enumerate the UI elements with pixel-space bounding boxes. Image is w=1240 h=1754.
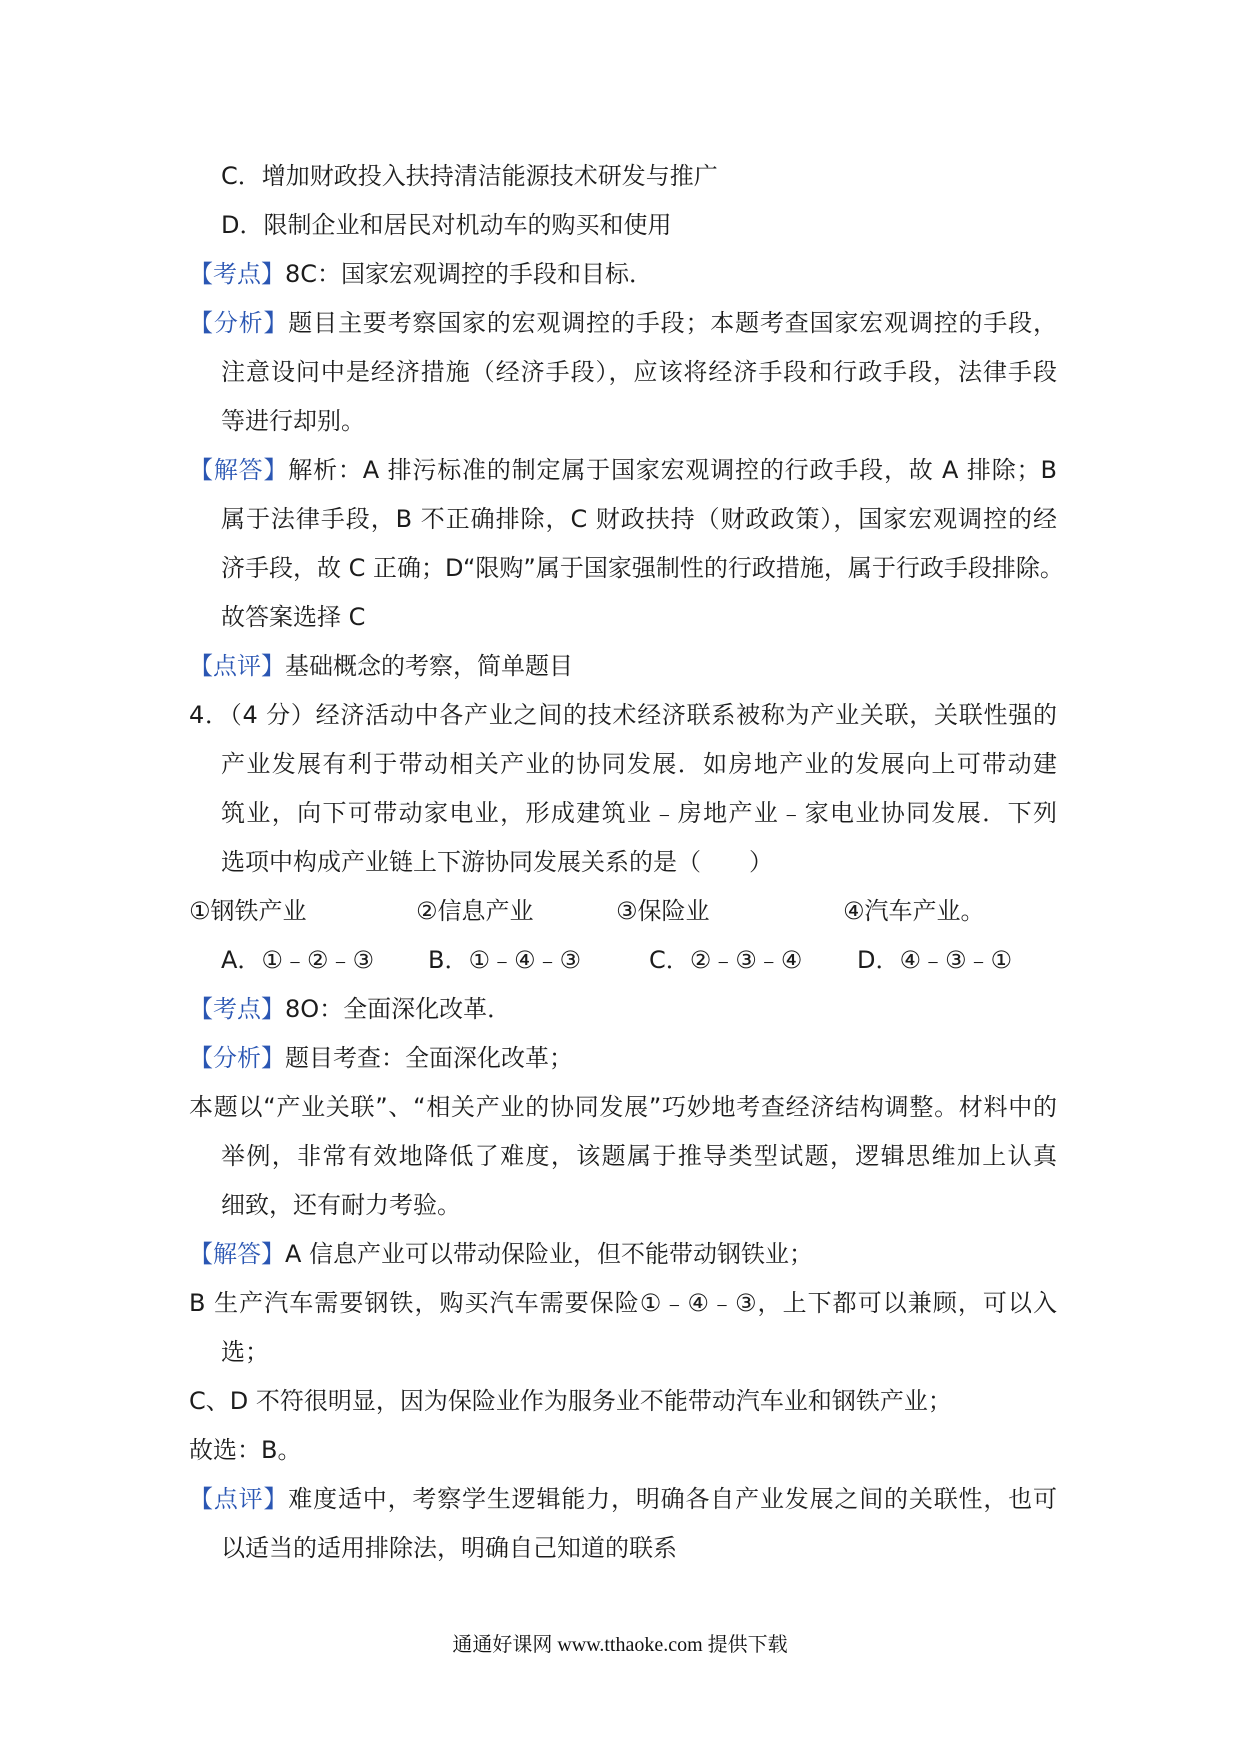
q3-fenxi-text-1: 题目主要考察国家的宏观调控的手段；本题考查国家宏观调控的手段， [288,309,1058,337]
page-content [0,152,1240,1573]
q4-stem-line-1: 4．（4 分）经济活动中各产业之间的技术经济联系被称为产业关联，关联性强的 [189,701,1057,729]
q3-option-d-text: 限制企业和居民对机动车的购买和使用 [263,211,672,239]
footer-credit: 通通好课网 www.tthaoke.com 提供下载 [452,1634,788,1656]
q3-fenxi-line-3: 等进行却别。 [221,407,365,435]
q3-kaodian [189,250,1057,299]
q4-jieda-cd-line: C、D 不符很明显，因为保险业作为服务业不能带动汽车业和钢铁产业； [189,1387,952,1415]
q4-dianping-line-2: 以适当的适用排除法，明确自己知道的联系 [221,1534,677,1562]
q4-kaodian-label: 【考点】 [189,995,285,1023]
q4-jieda-b-line-1: B 生产汽车需要钢铁，购买汽车需要保险①﹣④﹣③，上下都可以兼顾，可以入 [189,1289,1057,1317]
q4-option-d [857,936,1012,985]
q3-kaodian-label: 【考点】 [189,260,285,288]
q4-option-d-text: ④﹣③﹣① [899,946,1013,974]
q4-option-c-text: ②﹣③﹣④ [689,946,803,974]
q3-dianping-text: 基础概念的考察，简单题目 [285,652,573,680]
q4-options-row [0,936,1240,985]
q4-items-row [0,887,1240,936]
q4-stem-line-3: 筑业，向下可带动家电业，形成建筑业﹣房地产业﹣家电业协同发展．下列 [221,799,1057,827]
q3-option-d [221,201,1057,250]
q3-option-c-letter: C． [221,162,262,190]
q4-option-a-text: ①﹣②﹣③ [261,946,374,974]
q4-item-1: ①钢铁产业 [189,897,307,925]
q4-fenxi [189,1034,1057,1083]
q4-option-b-text: ①﹣④﹣③ [468,946,582,974]
question-4 [0,691,1240,1573]
q3-fenxi-line-2: 注意设问中是经济措施（经济手段），应该将经济手段和行政手段，法律手段 [221,358,1057,386]
q4-option-a-letter: A． [221,946,262,974]
q4-option-b-letter: B． [428,946,469,974]
q4-stem-line-4: 选项中构成产业链上下游协同发展关系的是（ ） [221,848,773,876]
q4-kaodian [189,985,1057,1034]
q4-option-d-letter: D． [857,946,900,974]
q4-dianping-text-1: 难度适中，考察学生逻辑能力，明确各自产业发展之间的关联性，也可 [288,1485,1058,1513]
q3-jieda-line-3: 济手段，故 C 正确；D“限购”属于国家强制性的行政措施，属于行政手段排除。 [221,554,1064,582]
q3-fenxi-label: 【分析】 [189,309,289,337]
q4-item-2: ②信息产业 [416,897,534,925]
q4-option-a [221,936,374,985]
q3-fenxi-line-1 [189,299,1057,348]
q4-stem-line-2: 产业发展有利于带动相关产业的协同发展．如房地产业的发展向上可带动建 [221,750,1057,778]
q4-dianping-line-1 [189,1475,1057,1524]
q3-kaodian-text: 8C：国家宏观调控的手段和目标． [285,260,654,288]
q4-dianping-label: 【点评】 [189,1485,289,1513]
q4-answer-line: 故选：B。 [189,1436,302,1464]
q4-item-4: ④汽车产业。 [843,897,985,925]
q3-option-c [221,152,1057,201]
q4-fenxi-label: 【分析】 [189,1044,285,1072]
q4-option-c-letter: C． [649,946,690,974]
q3-dianping-label: 【点评】 [189,652,285,680]
q3-jieda-text-1: 解析：A 排污标准的制定属于国家宏观调控的行政手段，故 A 排除；B [288,456,1058,484]
q4-jieda-b-line-2: 选； [221,1338,269,1366]
q4-fenxi-detail-line-1: 本题以“产业关联”、“相关产业的协同发展”巧妙地考查经济结构调整。材料中的 [189,1093,1057,1121]
q3-dianping [189,642,1057,691]
q3-option-d-letter: D． [221,211,264,239]
q3-jieda-line-2: 属于法律手段，B 不正确排除，C 财政扶持（财政政策），国家宏观调控的经 [221,505,1057,533]
q3-option-c-text: 增加财政投入扶持清洁能源技术研发与推广 [261,162,718,190]
q3-jieda-line-1 [189,446,1057,495]
q4-jieda-text: A 信息产业可以带动保险业，但不能带动钢铁业； [285,1240,814,1268]
q4-option-c [649,936,802,985]
q4-option-b [428,936,581,985]
q4-jieda-label: 【解答】 [189,1240,285,1268]
q4-fenxi-detail-line-2: 举例，非常有效地降低了难度，该题属于推导类型试题，逻辑思维加上认真 [221,1142,1057,1170]
q3-jieda-label: 【解答】 [189,456,289,484]
q4-kaodian-text: 8O：全面深化改革． [285,995,512,1023]
question-3-solution [0,152,1240,691]
q4-fenxi-text: 题目考查：全面深化改革； [285,1044,573,1072]
q4-fenxi-detail-line-3: 细致，还有耐力考验。 [221,1191,461,1219]
q4-jieda [189,1230,1057,1279]
q3-jieda-line-4: 故答案选择 C [221,603,366,631]
q4-item-3: ③保险业 [616,897,710,925]
